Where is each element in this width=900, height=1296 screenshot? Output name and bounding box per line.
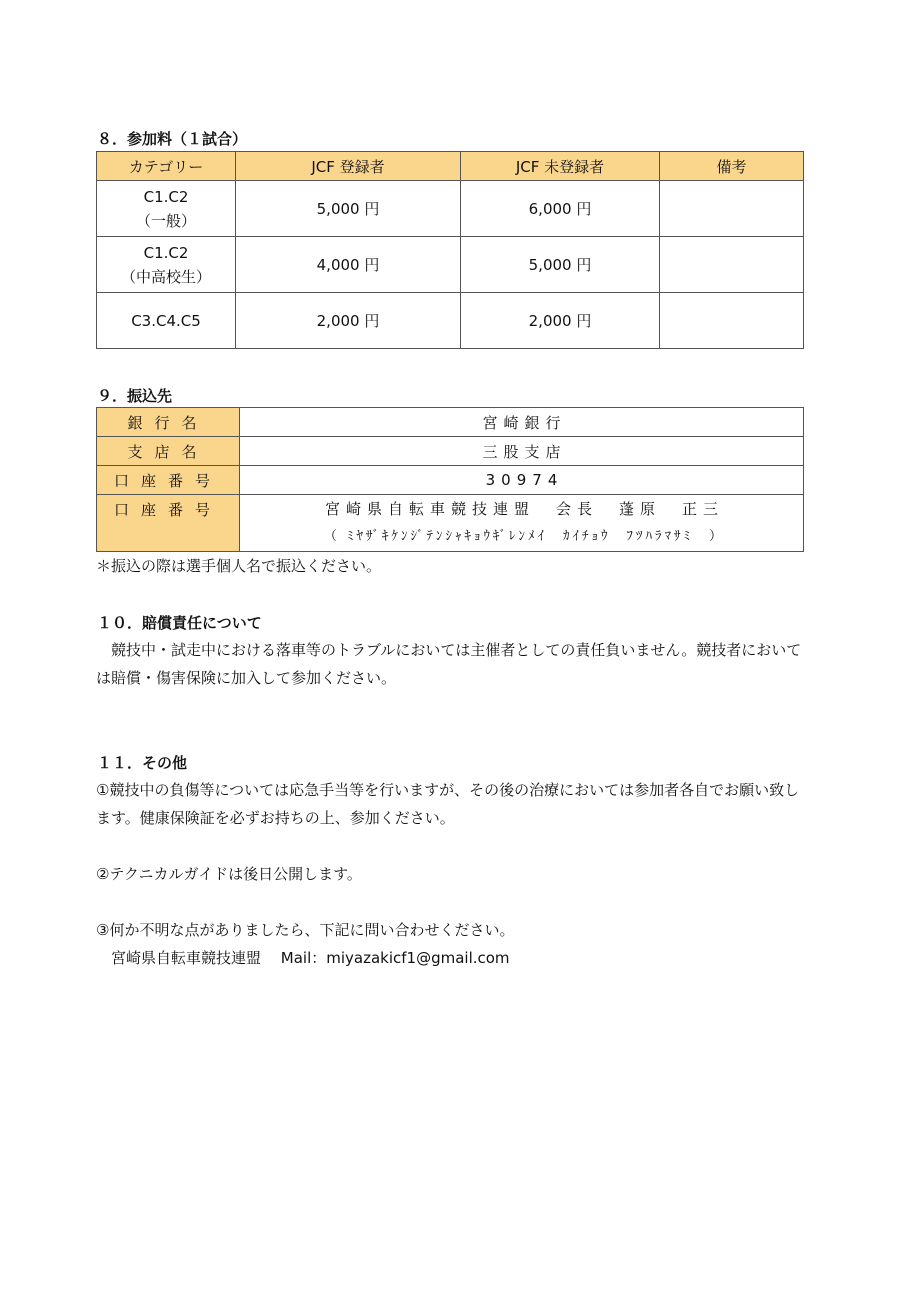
header-jcf: JCF 登録者	[236, 152, 461, 181]
fee-table-header-row	[97, 152, 804, 181]
section-11-heading: １１．その他	[97, 754, 188, 772]
category-cell	[97, 181, 236, 237]
category-line: C1.C2	[143, 187, 189, 206]
fee-non-jcf-cell: 2,000 円	[461, 293, 660, 349]
notes-cell	[660, 237, 804, 293]
account-number-value: 30974	[240, 466, 804, 495]
fee-jcf-cell: 4,000 円	[236, 237, 461, 293]
account-number-label: 口座番号	[97, 466, 240, 495]
fee-non-jcf-cell: 6,000 円	[461, 181, 660, 237]
account-holder-kana: （ ﾐﾔｻﾞｷｹﾝｼﾞﾃﾝｼｬｷｮｳｷﾞﾚﾝﾒｲ ｶｲﾁｮｳ ﾌﾂﾊﾗﾏｻﾐ ）	[323, 529, 726, 544]
notes-cell	[660, 181, 804, 237]
account-holder-name: 宮崎県自転車競技連盟 会長 蓬原 正三	[324, 500, 724, 518]
header-category: カテゴリー	[97, 152, 236, 181]
header-non-jcf: JCF 未登録者	[461, 152, 660, 181]
category-line: C3.C4.C5	[131, 311, 201, 330]
contact-info: 宮崎県自転車競技連盟 Mail：miyazakicf1@gmail.com	[96, 949, 510, 967]
other-item-3: ③何か不明な点がありましたら、下記に問い合わせください。	[96, 921, 515, 939]
other-item-2: ②テクニカルガイドは後日公開します。	[96, 865, 362, 883]
transfer-note: ＊振込の際は選手個人名で振込ください。	[96, 557, 382, 575]
fee-non-jcf-cell: 5,000 円	[461, 237, 660, 293]
section-8-heading: ８．参加料（１試合）	[97, 130, 248, 148]
fee-jcf-cell: 5,000 円	[236, 181, 461, 237]
category-line: C1.C2	[143, 243, 189, 262]
category-line: （一般）	[135, 211, 196, 230]
table-row	[97, 181, 804, 237]
fee-jcf-cell: 2,000 円	[236, 293, 461, 349]
table-row	[97, 237, 804, 293]
other-item-1: ①競技中の負傷等については応急手当等を行いますが、その後の治療においては参加者各自でお願い致します。健康保険証を必ずお持ちの上、参加ください。	[96, 781, 800, 827]
bank-name-label: 銀行名	[97, 408, 240, 437]
liability-text: 競技中・試走中における落車等のトラブルにおいては主催者としての責任負いません。競技者においては賠償・傷害保険に加入して参加ください。	[96, 641, 802, 687]
section-9-heading: ９．振込先	[97, 387, 173, 405]
account-holder-label: 口座番号	[97, 495, 240, 552]
category-cell	[97, 293, 236, 349]
category-cell	[97, 237, 236, 293]
table-row	[97, 437, 804, 466]
bank-name-value: 宮崎銀行	[240, 408, 804, 437]
bank-table	[96, 407, 804, 552]
fee-table	[96, 151, 804, 349]
branch-name-label: 支店名	[97, 437, 240, 466]
account-holder-cell	[240, 495, 804, 552]
header-notes: 備考	[660, 152, 804, 181]
table-row	[97, 495, 804, 552]
table-row	[97, 466, 804, 495]
category-line: （中高校生）	[120, 267, 211, 286]
notes-cell	[660, 293, 804, 349]
branch-name-value: 三股支店	[240, 437, 804, 466]
table-row	[97, 293, 804, 349]
section-10-heading: １０．賠償責任について	[97, 614, 262, 632]
table-row	[97, 408, 804, 437]
